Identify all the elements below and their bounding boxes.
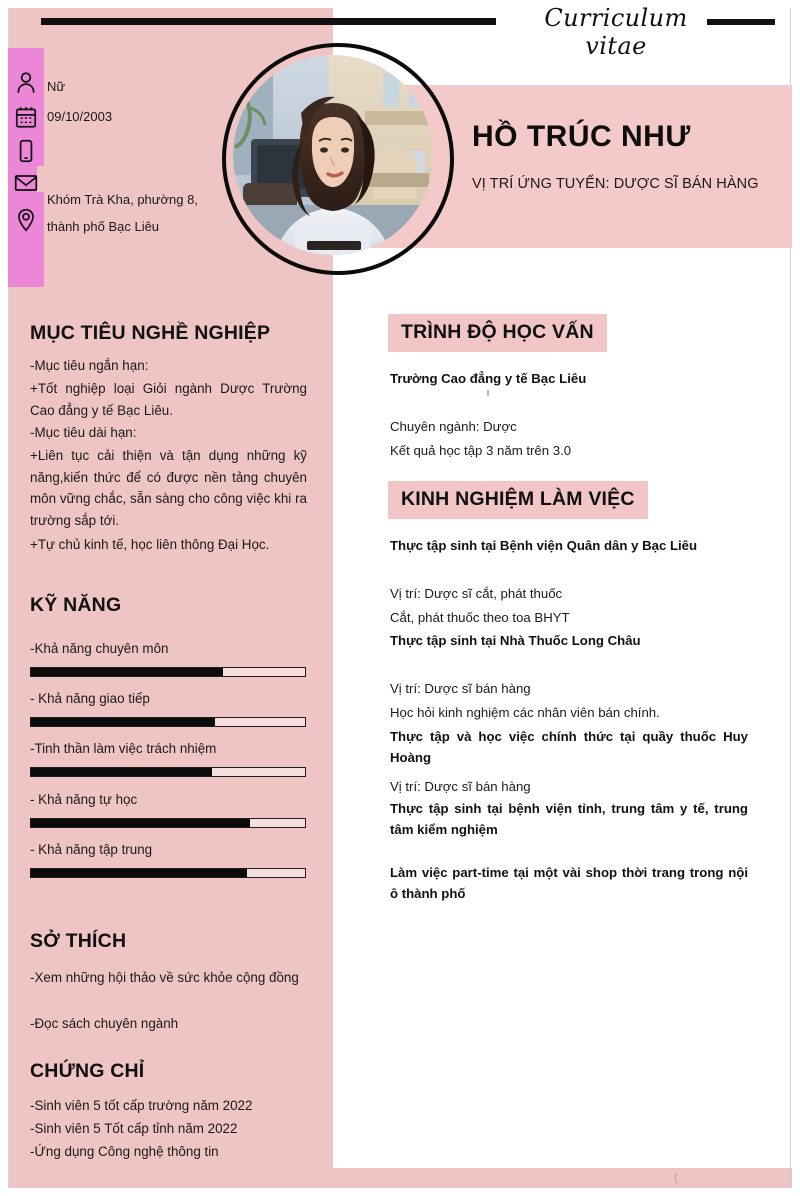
skill-bar [30,767,306,777]
objective-line-1: -Mục tiêu ngắn hạn: [30,358,149,373]
experience-2-desc: Học hỏi kinh nghiệm các nhân viên bán chính. [390,705,660,720]
certificate-line-3: -Ứng dụng Công nghệ thông tin [30,1144,219,1159]
skill-bar [30,717,306,727]
certificate-line-2: -Sinh viên 5 Tốt cấp tỉnh năm 2022 [30,1121,238,1136]
experience-4-title: Thực tập sinh tại bệnh viện tỉnh, trung tâm y tế, trung tâm kiểm nghiệm [390,801,748,838]
contact-birthdate: 09/10/2003 [47,109,113,124]
education-gpa: Kết quả học tập 3 năm trên 3.0 [390,443,572,458]
skill-label: - Khả năng tự học [30,792,138,807]
certificate-line-1: -Sinh viên 5 tốt cấp trường năm 2022 [30,1098,253,1113]
person-icon [13,70,39,96]
cv-title: Curriculum vitae [544,4,688,60]
candidate-name: HỒ TRÚC NHƯ [472,120,691,153]
contact-address-line1: Khóm Trà Kha, phường 8, [47,192,198,207]
photo-ring-decoration [222,43,454,275]
experience-2-position: Vị trí: Dược sĩ bán hàng [390,681,531,696]
skill-bar-fill [31,819,250,827]
experience-heading: KINH NGHIỆM LÀM VIỆC [388,481,648,519]
objective-line-5: +Tự chủ kinh tế, học liên thông Đại Học. [30,537,270,552]
education-major: Chuyên ngành: Dược [390,419,517,434]
contact-address-line2: thành phố Bạc Liêu [47,219,160,234]
certificates-heading: CHỨNG CHỈ [30,1060,145,1082]
experience-5-title: Làm việc part-time tại một vài shop thời trang trong nội ô thành phố [390,865,748,902]
header-rule-left [41,18,496,25]
interests-line-1: -Xem những hội thảo về sức khỏe cộng đồng [30,970,299,985]
skill-bar-fill [31,869,247,877]
phone-icon [13,138,39,164]
skills-heading: KỸ NĂNG [30,594,122,616]
experience-1-position: Vị trí: Dược sĩ cắt, phát thuốc [390,586,563,601]
skill-label: -Khả năng chuyên môn [30,641,169,656]
education-heading: TRÌNH ĐỘ HỌC VẤN [388,314,607,352]
experience-3-position: Vị trí: Dược sĩ bán hàng [390,779,531,794]
calendar-icon [13,104,39,130]
objective-line-4: +Liên tục cải thiện và tận dụng những kỹ năng,kiến thức để có được nền tảng chuyên môn vững chắc, sẵn sàng cho công việc khi ra trường sắp tới. [30,448,307,529]
experience-2-title: Thực tập sinh tại Nhà Thuốc Long Châu [390,633,641,648]
skill-bar [30,868,306,878]
skill-bar-fill [31,668,223,676]
skill-label: - Khả năng tập trung [30,842,153,857]
skill-bar [30,818,306,828]
header-rule-right [707,19,775,25]
contact-gender: Nữ [47,79,66,94]
location-pin-icon [13,207,39,233]
experience-3-title: Thực tập và học việc chính thức tại quầy thuốc Huy Hoàng [390,729,748,766]
education-school: Trường Cao đẳng y tế Bạc Liêu [390,371,587,386]
applied-position: VỊ TRÍ ỨNG TUYỂN: DƯỢC SĨ BÁN HÀNG [472,176,759,192]
skill-bar-fill [31,718,215,726]
page-footer-mark: ( [674,1172,678,1184]
interests-line-2: -Đọc sách chuyên ngành [30,1016,179,1031]
objective-line-3: -Mục tiêu dài hạn: [30,425,137,440]
interests-heading: SỞ THÍCH [30,930,127,952]
skill-bar [30,667,306,677]
objective-line-2: +Tốt nghiệp loại Giỏi ngành Dược Trường Cao đẳng y tế Bạc Liêu. [30,381,307,418]
experience-1-title: Thực tập sinh tại Bệnh viện Quân dân y Bạc Liêu [390,538,698,553]
skill-label: - Khả năng giao tiếp [30,691,150,706]
skill-label: -Tinh thần làm việc trách nhiệm [30,741,217,756]
stray-mark [487,390,489,396]
skill-bar-fill [31,768,212,776]
experience-1-desc: Cắt, phát thuốc theo toa BHYT [390,610,570,625]
objective-heading: MỤC TIÊU NGHỀ NGHIỆP [30,322,271,344]
